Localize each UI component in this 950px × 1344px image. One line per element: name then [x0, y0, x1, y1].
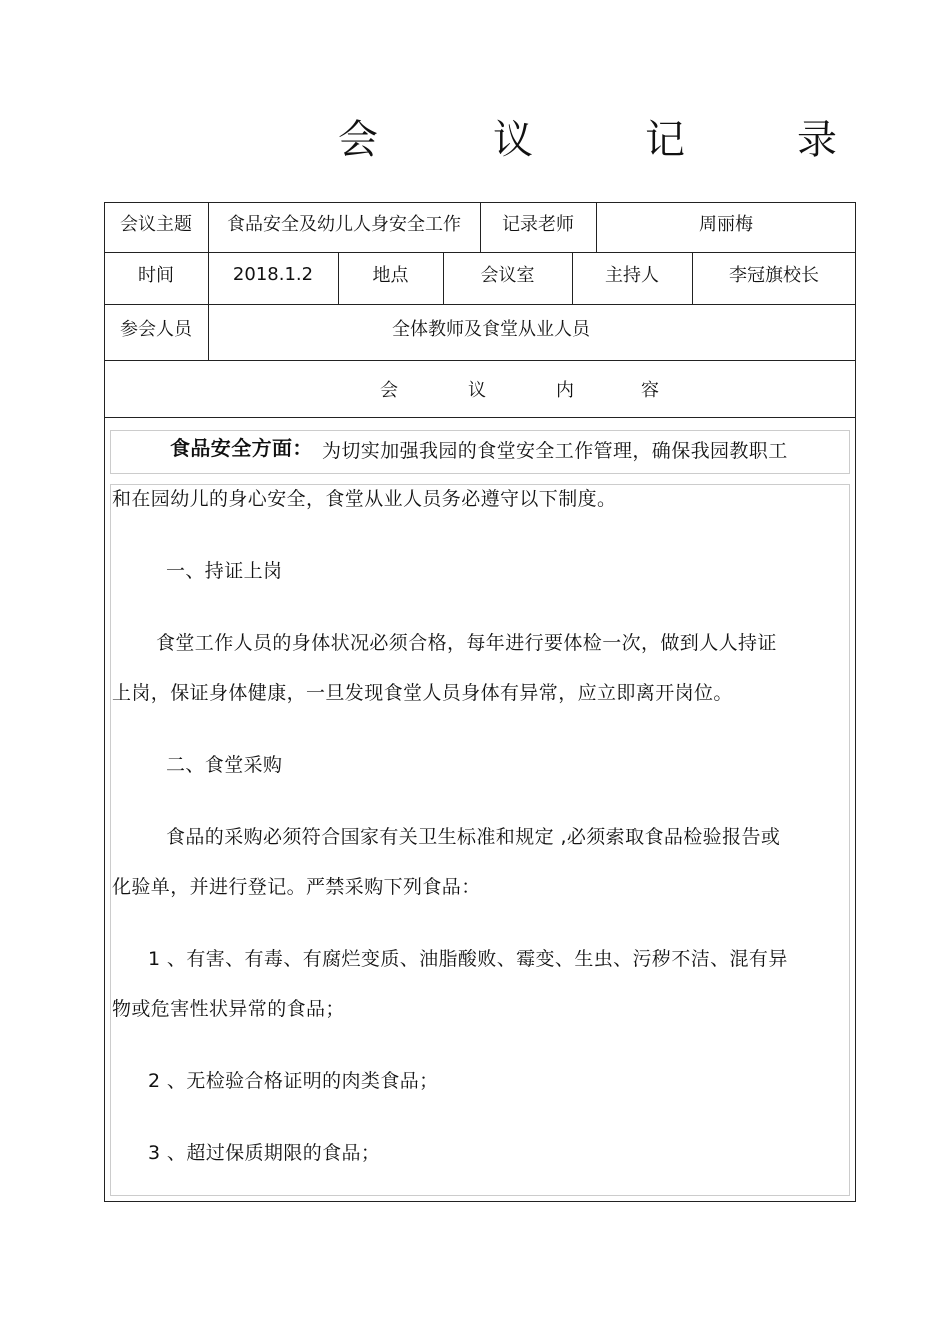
paragraph-text: 食品的采购必须符合国家有关卫生标准和规定 ,必须索取食品检验报告或	[166, 826, 781, 848]
section1-title: 一、持证上岗	[166, 560, 283, 582]
time-label: 时间	[138, 265, 174, 286]
recorder-label: 记录老师	[502, 214, 574, 235]
list-item: 物或危害性状异常的食品；	[112, 998, 345, 1020]
list-item: 1 、有害、有毒、有腐烂变质、油脂酸败、霉变、生虫、污秽不洁、混有异	[148, 948, 788, 970]
title-char: 录	[797, 117, 837, 163]
list-item: 3 、超过保质期限的食品；	[148, 1142, 381, 1164]
table-divider	[104, 417, 856, 418]
host-label: 主持人	[605, 265, 659, 286]
content-header-char: 议	[468, 380, 486, 401]
section2-title: 二、食堂采购	[166, 754, 283, 776]
content-header	[104, 376, 856, 401]
page-title	[0, 108, 950, 168]
topic-value: 食品安全及幼儿人身安全工作	[227, 214, 461, 235]
intro-text: 和在园幼儿的身心安全，食堂从业人员务必遵守以下制度。	[112, 488, 617, 510]
topic-label: 会议主题	[120, 214, 192, 235]
host-value: 李冠旗校长	[729, 265, 819, 286]
place-label: 地点	[372, 265, 409, 286]
paragraph-text: 食堂工作人员的身体状况必须合格，每年进行要体检一次，做到人人持证	[156, 632, 777, 654]
table-divider	[104, 360, 856, 361]
paragraph-text: 上岗，保证身体健康，一旦发现食堂人员身体有异常，应立即离开岗位。	[112, 682, 733, 704]
section-heading: 食品安全方面：	[170, 436, 313, 460]
attendees-value: 全体教师及食堂从业人员	[392, 319, 590, 340]
intro-text: 为切实加强我园的食堂安全工作管理，确保我园教职工	[322, 440, 788, 462]
title-char: 记	[645, 117, 685, 163]
recorder-value: 周丽梅	[699, 214, 753, 235]
place-value: 会议室	[480, 265, 535, 286]
time-value: 2018.1.2	[232, 263, 314, 285]
paragraph-text: 化验单，并进行登记。严禁采购下列食品：	[112, 876, 481, 898]
content-header-char: 会	[380, 380, 398, 401]
content-header-char: 容	[641, 380, 659, 401]
title-char: 会	[338, 117, 378, 163]
title-char: 议	[493, 117, 533, 163]
attendees-label: 参会人员	[120, 319, 192, 340]
content-header-char: 内	[556, 380, 574, 401]
list-item: 2 、无检验合格证明的肉类食品；	[148, 1070, 439, 1092]
